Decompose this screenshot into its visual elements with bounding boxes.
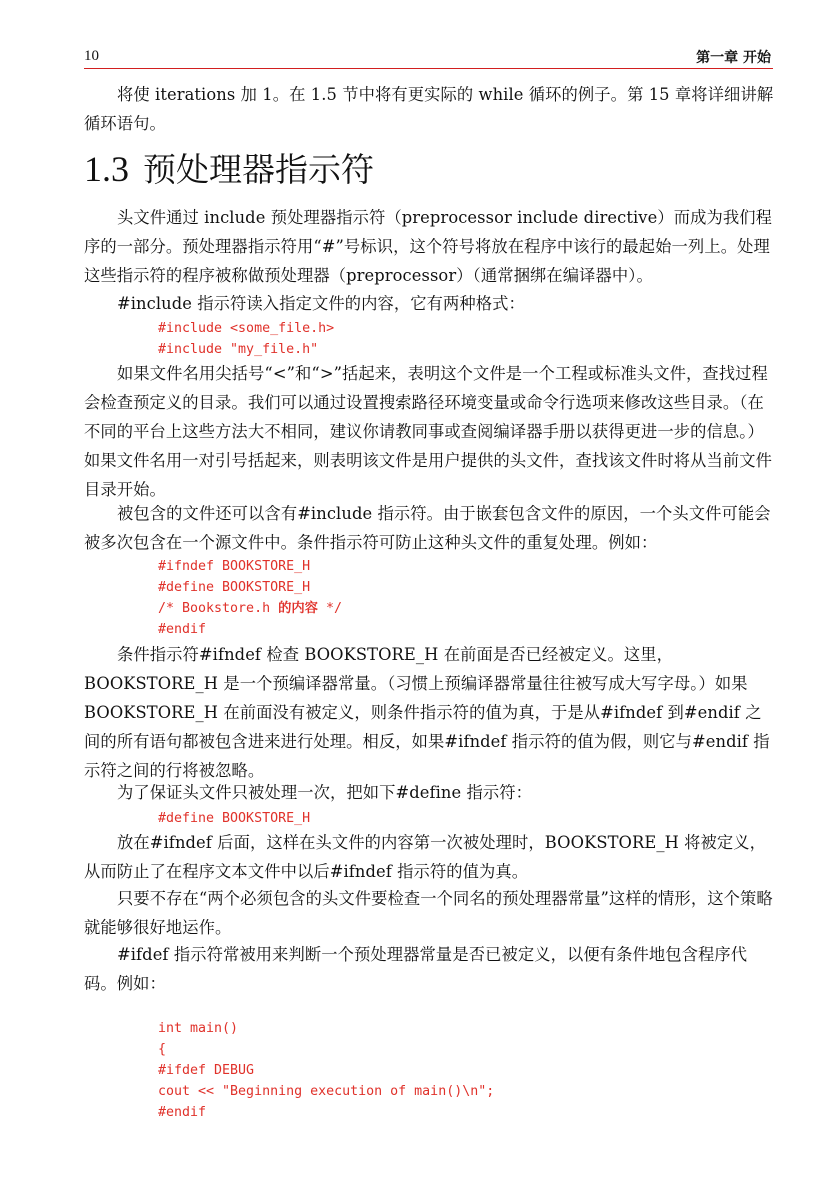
section-number: 1.3 bbox=[84, 149, 129, 189]
code-block-ifdef bbox=[158, 1018, 494, 1123]
code-line: #ifdef DEBUG bbox=[158, 1063, 255, 1078]
code-line: #define BOOKSTORE_H bbox=[158, 811, 311, 826]
paragraph-3: 如果文件名用尖括号“<”和“>”括起来，表明这个文件是一个工程或标准头文件，查找过程会检查预定义的目录。我们可以通过设置搜索路径环境变量或命令行选项来修改这些目录。（在不同的平台上这些方法大不相同，建议你请教同事或查阅编译器手册以获得更进一步的信息。）如果文件名用一对引号括起来，则表明该文件是用户提供的头文件，查找该文件时将从当前文件目录开始。 bbox=[84, 364, 773, 499]
paragraph-8: 只要不存在“两个必须包含的头文件要检查一个同名的预处理器常量”这样的情形，这个策略就能够很好地运作。 bbox=[84, 889, 773, 937]
paragraph-1: 头文件通过 include 预处理器指示符（preprocessor include directive）而成为我们程序的一部分。预处理器指示符用“#”号标识，这个符号将放在程序中该行的最起始一列上。处理这些指示符的程序被称做预处理器（preprocessor）（通常捆绑在编译器中）。 bbox=[84, 208, 772, 285]
comment-suffix: */ bbox=[317, 601, 343, 616]
paragraph-0: 将使 iterations 加 1。在 1.5 节中将有更实际的 while 循环的例子。第 15 章将详细讲解循环语句。 bbox=[84, 85, 774, 133]
paragraph-4: 被包含的文件还可以含有#include 指示符。由于嵌套包含文件的原因，一个头文件可能会被多次包含在一个源文件中。条件指示符可防止这种头文件的重复处理。例如： bbox=[84, 504, 771, 552]
comment-cjk: 的内容 bbox=[278, 601, 318, 616]
code-block-define bbox=[158, 808, 310, 829]
code-line: int main() bbox=[158, 1021, 239, 1036]
section-title: 预处理器指示符 bbox=[143, 150, 374, 189]
code-line: #endif bbox=[158, 622, 207, 637]
code-line: cout << "Beginning execution of main()\n"; bbox=[158, 1084, 495, 1099]
paragraph-9: #ifdef 指示符常被用来判断一个预处理器常量是否已被定义，以便有条件地包含程序代码。例如： bbox=[84, 945, 748, 993]
page-number: 10 bbox=[84, 48, 99, 64]
code-line: #include <some_file.h> bbox=[158, 321, 335, 336]
code-line: #endif bbox=[158, 1105, 207, 1120]
paragraph-2: #include 指示符读入指定文件的内容，它有两种格式： bbox=[117, 294, 525, 313]
comment-prefix: /* Bookstore.h bbox=[158, 601, 279, 616]
paragraph-6: 为了保证头文件只被处理一次，把如下#define 指示符： bbox=[117, 783, 533, 802]
chapter-title: 第一章 开始 bbox=[696, 50, 771, 66]
code-comment-line bbox=[158, 598, 342, 619]
code-line: { bbox=[158, 1042, 167, 1057]
code-line: #include "my_file.h" bbox=[158, 342, 319, 357]
code-block-guard bbox=[158, 556, 342, 640]
paragraph-5: 条件指示符#ifndef 检查 BOOKSTORE_H 在前面是否已经被定义。这里，BOOKSTORE_H 是一个预编译器常量。（习惯上预编译器常量往往被写成大写字母。）如果 BOOKSTORE_H 在前面没有被定义，则条件指示符的值为真，于是从#ifndef 到#endif 之间的所有语句都被包含进来进行处理。相反，如果#ifndef 指示符的值为假，则它与#endif 指示符之间的行将被忽略。 bbox=[84, 645, 770, 780]
paragraph-7: 放在#ifndef 后面，这样在头文件的内容第一次被处理时，BOOKSTORE_H 将被定义，从而防止了在程序文本文件中以后#ifndef 指示符的值为真。 bbox=[84, 833, 767, 881]
page-header bbox=[84, 44, 773, 69]
section-heading bbox=[84, 147, 374, 192]
code-line: #ifndef BOOKSTORE_H bbox=[158, 559, 311, 574]
code-block-include bbox=[158, 318, 334, 360]
code-line: #define BOOKSTORE_H bbox=[158, 580, 311, 595]
